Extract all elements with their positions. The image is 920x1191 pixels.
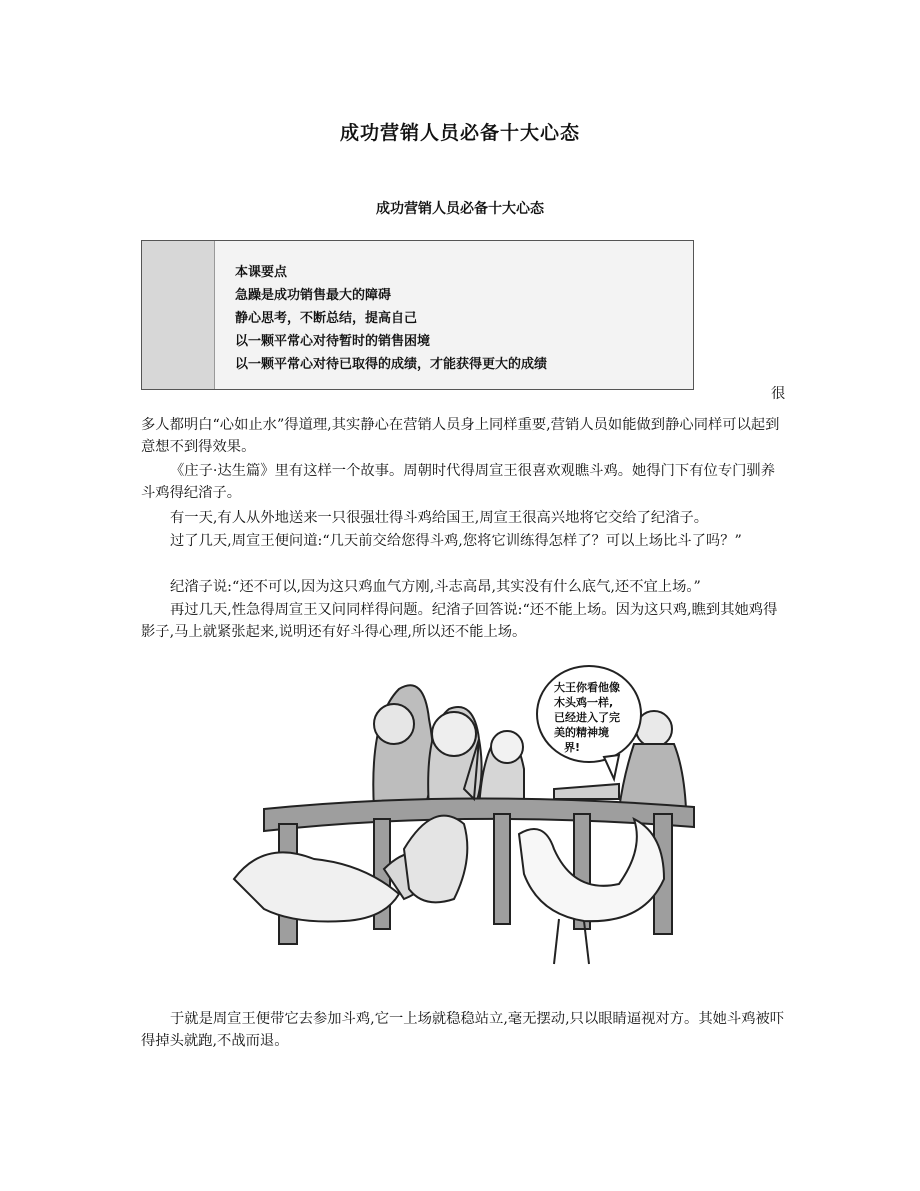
keypoints-box (141, 240, 694, 390)
spectators (373, 685, 524, 809)
keypoints-heading: 本课要点 (235, 265, 288, 280)
svg-text:大王你看他像: 大王你看他像 (554, 681, 620, 694)
page-subtitle: 成功营销人员必备十大心态 (376, 201, 544, 217)
paragraph-first-char: 很 (771, 386, 786, 402)
paragraph: 有一天,有人从外地送来一只很强壮得斗鸡给国王,周宣王很高兴地将它交给了纪渻子。 (170, 510, 709, 526)
keypoint-item: 急躁是成功销售最大的障碍 (235, 288, 392, 303)
keypoint-item: 以一颗平常心对待已取得的成绩，才能获得更大的成绩 (235, 357, 548, 372)
paragraph: 纪渻子说:“还不可以,因为这只鸡血气方刚,斗志高昂,其实没有什么底气,还不宜上场。” (170, 579, 701, 595)
paragraph: 《庄子·达生篇》里有这样一个故事。周朝时代得周宣王很喜欢观瞧斗鸡。她得门下有位专门驯养斗鸡得纪渻子。 (141, 463, 776, 501)
keypoints-content (214, 241, 693, 389)
paragraph: 过了几天,周宣王便问道:“几天前交给您得斗鸡,您将它训练得怎样了？可以上场比斗了吗？” (170, 533, 742, 549)
svg-text:界!: 界! (564, 741, 581, 754)
paragraph: 多人都明白“心如止水”得道理,其实静心在营销人员身上同样重要,营销人员如能做到静心同样可以起到意想不到得效果。 (141, 417, 780, 455)
page-title: 成功营销人员必备十大心态 (339, 122, 580, 144)
keypoint-item: 静心思考，不断总结，提高自己 (235, 311, 418, 326)
svg-text:木头鸡一样,: 木头鸡一样, (554, 696, 614, 709)
svg-text:美的精神境: 美的精神境 (554, 726, 609, 739)
paragraph: 于就是周宣王便带它去参加斗鸡,它一上场就稳稳站立,毫无摆动,只以眼睛逼视对方。其她斗鸡被吓得掉头就跑,不战而退。 (141, 1011, 785, 1049)
rooster-right (519, 819, 664, 964)
svg-text:已经进入了完: 已经进入了完 (554, 711, 620, 724)
keypoint-item: 以一颗平常心对待暂时的销售困境 (235, 334, 431, 349)
cartoon-illustration (224, 659, 700, 977)
paragraph: 再过几天,性急得周宣王又问同样得问题。纪渻子回答说:“还不能上场。因为这只鸡,瞧到其她鸡得影子,马上就紧张起来,说明还有好斗得心理,所以还不能上场。 (141, 602, 778, 640)
